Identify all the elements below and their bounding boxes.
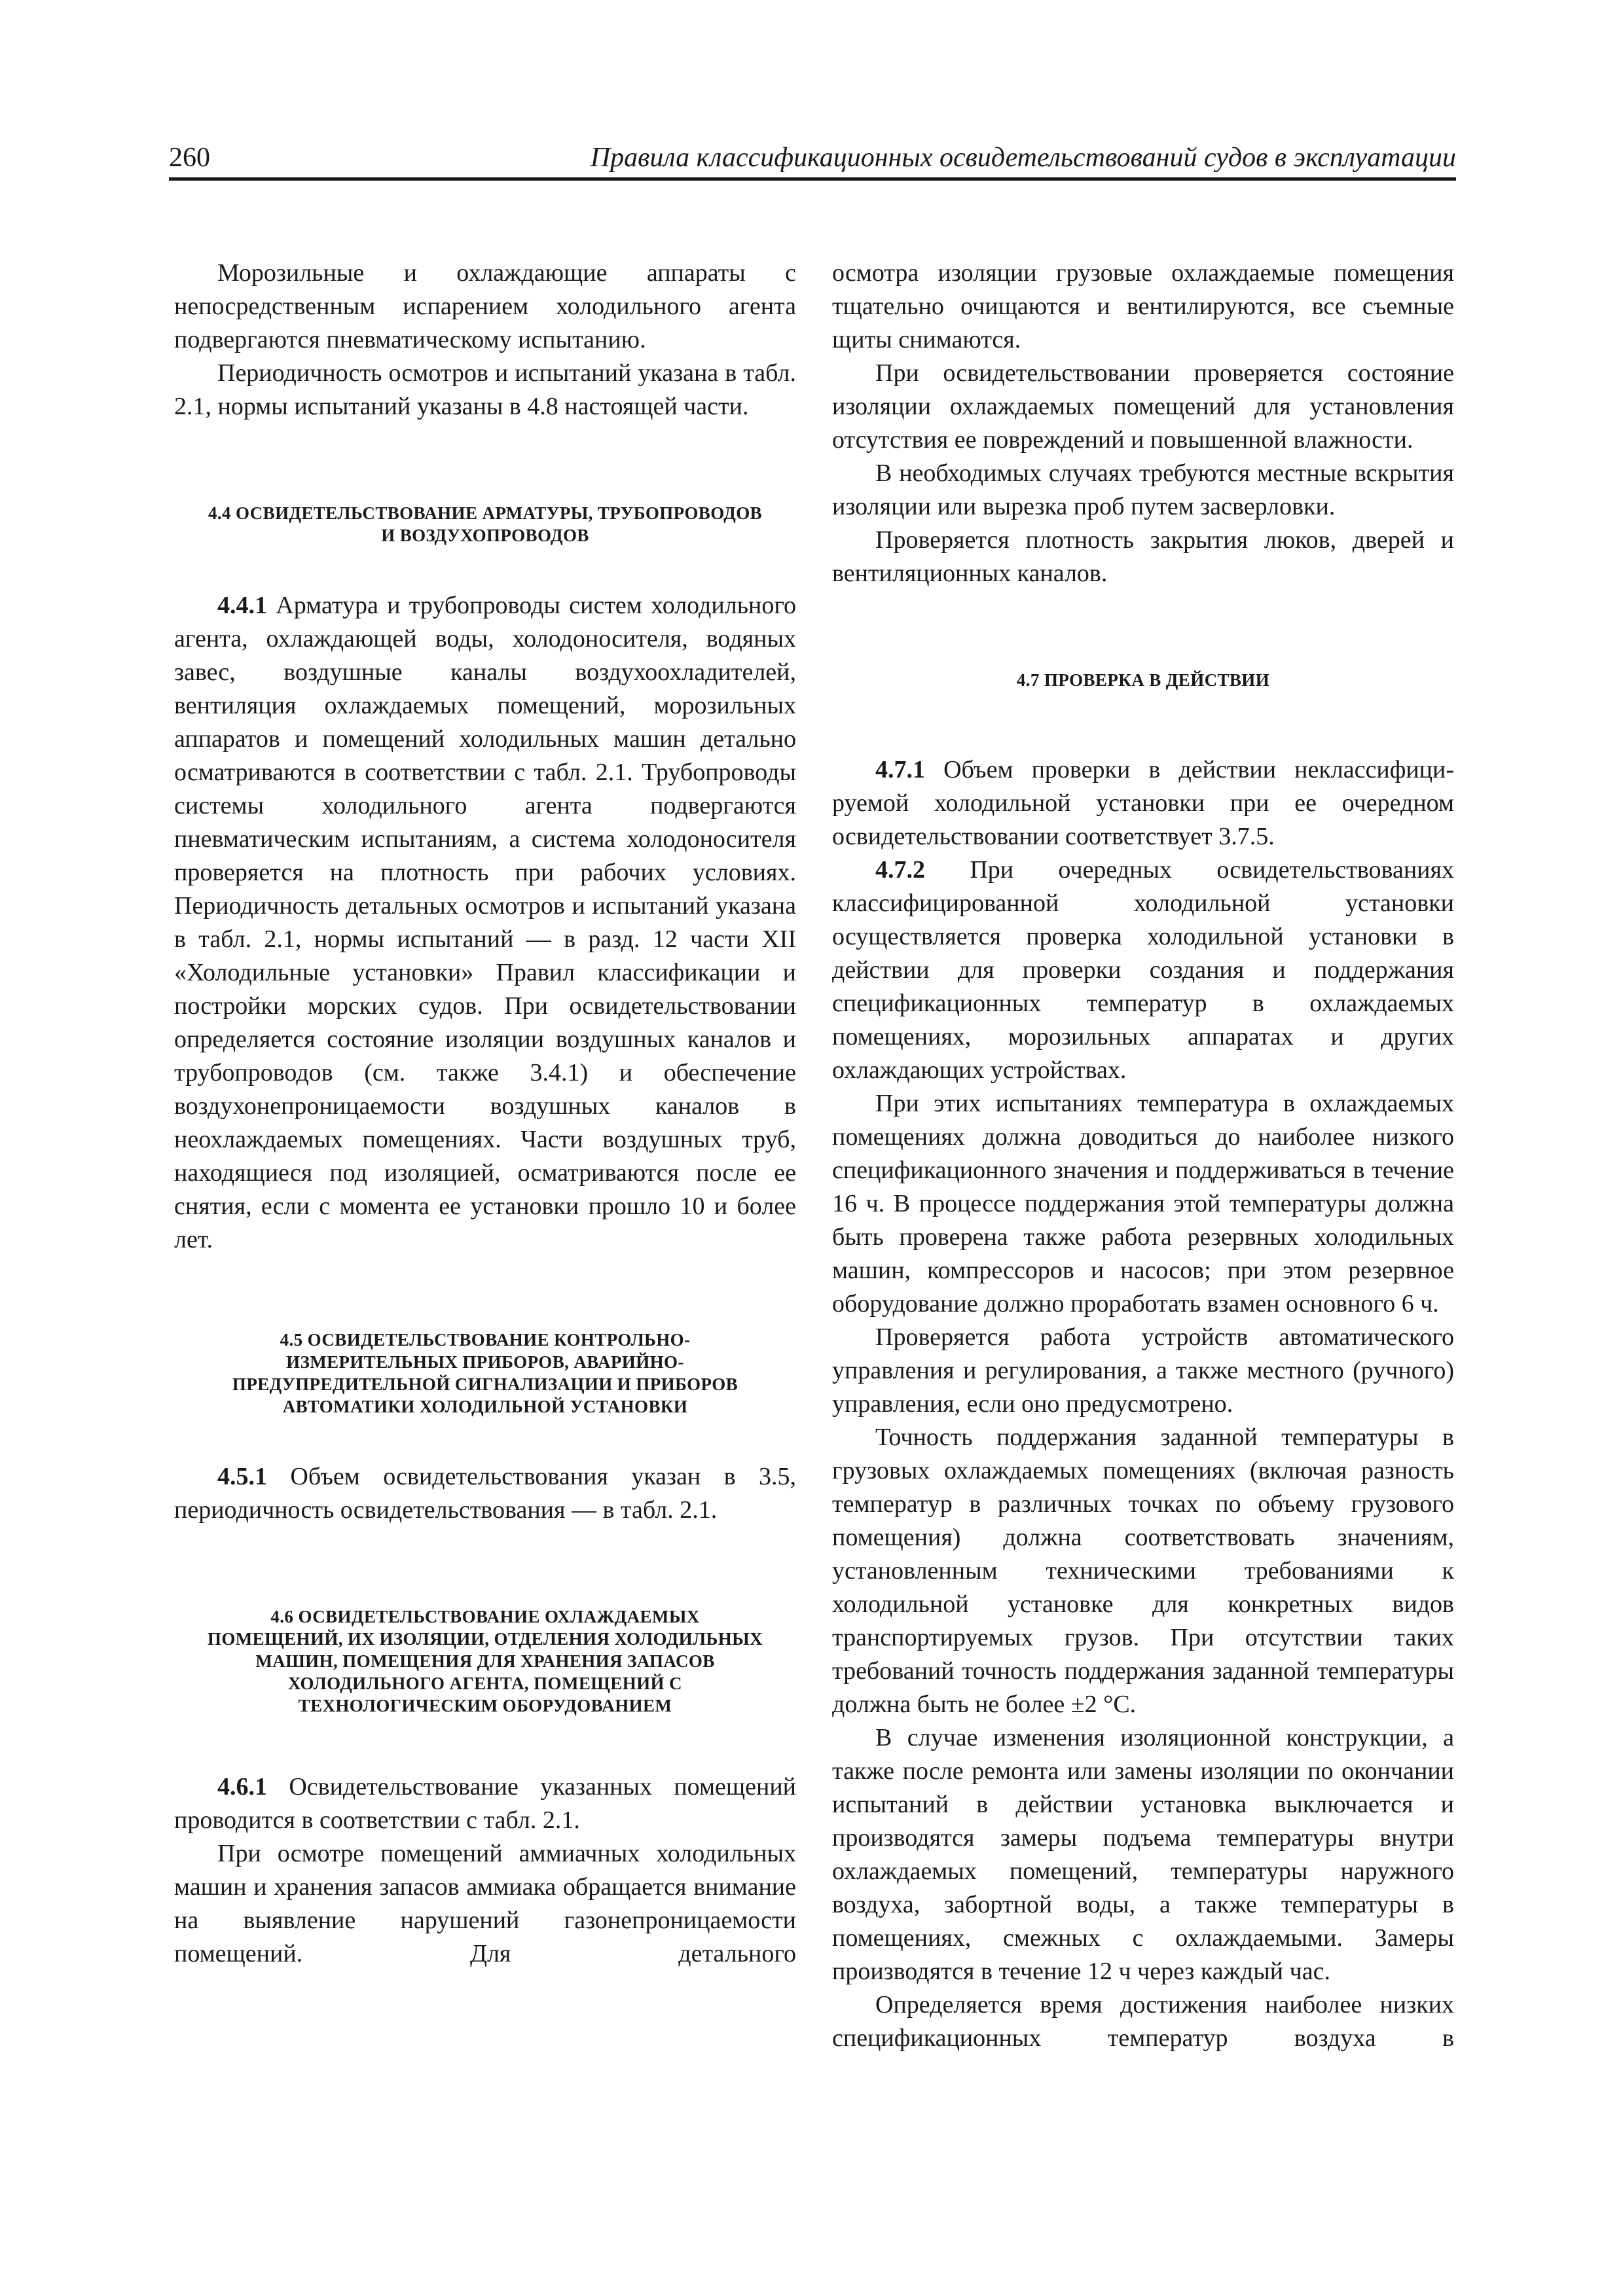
- paragraph-4-4-1: [174, 589, 796, 1257]
- clause-text: Объем проверки в действии неклассифицируемой холодильной установки при ее очередном освидетельствовании соответствует 3.7.5.: [832, 756, 1454, 850]
- paragraph: В случае изменения изоляционной конструкции, а также после ремонта или замены изоляции по окончании испытаний в действии установка выключается и производятся замеры подъема температуры внутри охлаждаемых помещений, температуры наружного воздуха, забортной воды, а также температуры в помещениях, смежных с охлаждаемыми. Замеры производятся в течение 12 ч через каждый час.: [832, 1724, 1454, 1985]
- section-heading-4-7: 4.7 ПРОВЕРКА В ДЕЙСТВИИ: [1016, 670, 1270, 690]
- section-heading-4-5: 4.5 ОСВИДЕТЕЛЬСТВОВАНИЕ КОНТРОЛЬНО-ИЗМЕРИТЕЛЬНЫХ ПРИБОРОВ, АВАРИЙНО-ПРЕДУПРЕДИТЕЛЬНОЙ СИГНАЛИЗАЦИИ И ПРИБОРОВ АВТОМАТИКИ ХОЛОДИЛЬНОЙ УСТАНОВКИ: [232, 1330, 739, 1416]
- paragraph: Определяется время достижения наиболее низких спецификационных температур воздуха в: [832, 1991, 1454, 2052]
- paragraph: осмотра изоляции грузовые охлаждаемые помещения тщательно очищаются и вентилируются, все съемные щиты снимаются.: [832, 259, 1454, 353]
- paragraph: Проверяется работа устройств автоматического управления и регулирования, а также местного (ручного) управления, если оно предусмотрено.: [832, 1323, 1454, 1418]
- right-column: [832, 257, 1454, 2055]
- left-column: [174, 257, 796, 1971]
- page-number: 260: [169, 143, 210, 173]
- paragraph: Проверяется плотность закрытия люков, дверей и вентиляционных каналов.: [832, 526, 1454, 587]
- paragraph: Точность поддержания заданной температуры в грузовых охлаждаемых помещениях (включая разность температур в различных точках по объему грузового помещения) должна соответствовать значениям, установленным техническими требованиями к холодильной установке для конкретных видов транспортируемых грузов. При отсутствии таких требований точность поддержания заданной температуры должна быть не более ±2 °С.: [832, 1424, 1454, 1718]
- header-rule: [169, 177, 1456, 181]
- clause-number: 4.7.2: [875, 856, 925, 884]
- section-heading-4-6: 4.6 ОСВИДЕТЕЛЬСТВОВАНИЕ ОХЛАЖДАЕМЫХ ПОМЕЩЕНИЙ, ИХ ИЗОЛЯЦИИ, ОТДЕЛЕНИЯ ХОЛОДИЛЬНЫХ МАШИН, ПОМЕЩЕНИЯ ДЛЯ ХРАНЕНИЯ ЗАПАСОВ ХОЛОДИЛЬНОГО АГЕНТА, ПОМЕЩЕНИЙ С ТЕХНОЛОГИЧЕСКИМ ОБОРУДОВАНИЕМ: [208, 1607, 763, 1715]
- paragraph: Периодичность осмотров и испытаний указана в табл. 2.1, нормы испытаний указаны в 4.8 настоящей части.: [174, 359, 796, 420]
- paragraph-4-7-2: [832, 853, 1454, 1087]
- paragraph: При освидетельствовании проверяется состояние изоляции охлаждаемых помещений для установления отсутствия ее повреждений и повышенной влажности.: [832, 359, 1454, 454]
- spacer: [174, 1418, 796, 1460]
- spacer: [174, 1717, 796, 1770]
- clause-text: Освидетельствование указанных помещений проводится в соответствии с табл. 2.1.: [174, 1773, 796, 1834]
- spacer: [174, 547, 796, 589]
- clause-number: 4.7.1: [875, 756, 925, 783]
- clause-text: Объем освидетельствования указан в 3.5, периодичность освидетельствования — в табл. 2.1.: [174, 1463, 796, 1524]
- clause-number: 4.6.1: [217, 1773, 267, 1801]
- clause-text: Арматура и трубопроводы систем холодильного агента, охлаждающей воды, холодоносителя, водяных завес, воздушные каналы воздухоохладителей, вентиляция охлаждаемых помещений, морозильных аппаратов и помещений холодильных машин детально осматриваются в соответствии с табл. 2.1. Трубопроводы системы холодильного агента подвергаются пневматическим испытаниям, а система холодоносителя проверяется на плотность при рабочих условиях. Периодичность детальных осмотров и испытаний указана в табл. 2.1, нормы испытаний — в разд. 12 части XII «Холодильные установки» Правил классификации и постройки морских судов. При освидетельствовании определяется состояние изоляции воздушных каналов и трубопроводов (см. также 3.4.1) и обеспечение воздухонепроницаемости воздушных каналов в неохлаждаемых помещениях. Части воздушных труб, находящиеся под изоляцией, осматриваются после ее снятия, если с момента ее установки прошло 10 и более лет.: [174, 592, 796, 1253]
- paragraph: В необходимых случаях требуются местные вскрытия изоляции или вырезка проб путем засверловки.: [832, 459, 1454, 520]
- paragraph: При осмотре помещений аммиачных холодильных машин и хранения запасов аммиака обращается внимание на выявление нарушений газонепроницаемости помещений. Для детального: [174, 1840, 796, 1967]
- spacer: [174, 1257, 796, 1329]
- spacer: [174, 423, 796, 502]
- paragraph: При этих испытаниях температура в охлаждаемых помещениях должна доводиться до наиболее низкого спецификационного значения и поддерживаться в течение 16 ч. В процессе поддержания этой температуры должна быть проверена также работа резервных холодильных машин, компрессоров и насосов; при этом резервное оборудование должно проработать взамен основного 6 ч.: [832, 1090, 1454, 1318]
- clause-text: При очередных освидетельствованиях классифицированной холодильной установки осуществляется проверка холодильной установки в действии для проверки создания и поддержания спецификационных температур в охлаждаемых помещениях, морозильных аппаратах и других охлаждающих устройствах.: [832, 856, 1454, 1084]
- clause-number: 4.4.1: [217, 592, 267, 619]
- running-title: Правила классификационных освидетельствований судов в эксплуатации: [590, 143, 1456, 173]
- paragraph: Морозильные и охлаждающие аппараты с непосредственным испарением холодильного агента подвергаются пневматическому испытанию.: [174, 259, 796, 353]
- clause-number: 4.5.1: [217, 1463, 267, 1490]
- section-heading-4-4: 4.4 ОСВИДЕТЕЛЬСТВОВАНИЕ АРМАТУРЫ, ТРУБОПРОВОДОВ И ВОЗДУХОПРОВОДОВ: [208, 503, 763, 545]
- spacer: [832, 691, 1454, 753]
- paragraph-4-6-1: [174, 1770, 796, 1837]
- paragraph-4-7-1: [832, 753, 1454, 853]
- spacer: [174, 1527, 796, 1605]
- paragraph-4-5-1: [174, 1460, 796, 1527]
- spacer: [832, 590, 1454, 669]
